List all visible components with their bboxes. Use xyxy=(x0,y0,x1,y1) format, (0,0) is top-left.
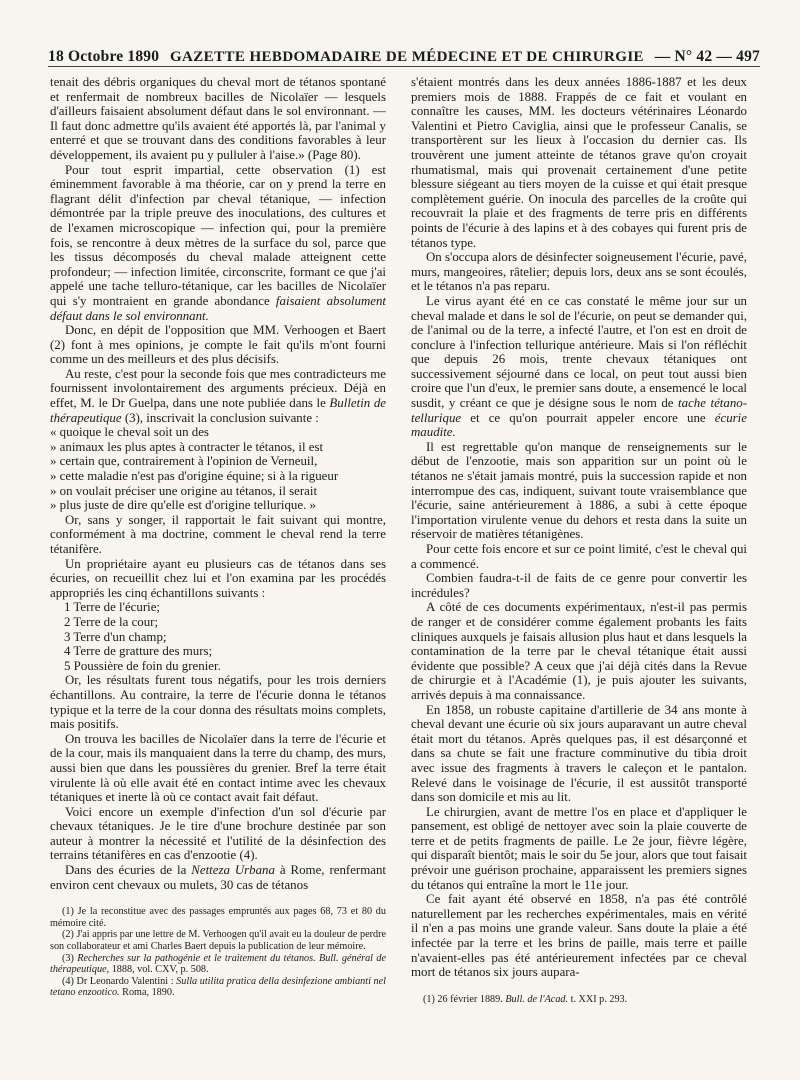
footnote-4: (4) Dr Leonardo Valentini : Sulla utilita pratica della desinfezione ambianti nel tetano enzootico. Roma, 1890. xyxy=(50,975,386,999)
right-paragraph-1: s'étaient montrés dans les deux années 1886-1887 et les deux premiers mois de 1888. Frappés de ce fait et voulant en connaître les causes, MM. les docteurs vétérinaires Léonardo Valentini et Pietro Caviglia, ainsi que le professeur Canalis, se transportèrent sur les lieux à l'occasion du dernier cas. Ils trouvèrent une jument atteinte de tétanos grave qu'on croyait rhumatismal, mais qui provenait certainement d'une petite blessure siégeant au tiers moyen de la cuisse et qui était presque complètement guérie. On inocula des parcelles de la croûte qui recouvrait la plaie et des fragments de terre pris en différents points de l'écurie à des lapins et à des cobayes qui furent pris de tétanos type. xyxy=(411,75,747,250)
right-paragraph-6: Combien faudra-t-il de faits de ce genre pour convertir les incrédules? xyxy=(411,571,747,600)
left-paragraph-3: Donc, en dépit de l'opposition que MM. Verhoogen et Baert (2) font à mes opinions, je compte le fait qu'ils m'ont fourni comme un des meilleurs et des plus décisifs. xyxy=(50,323,386,367)
left-footnotes xyxy=(50,906,386,999)
header-title: GAZETTE HEBDOMADAIRE DE MÉDECINE ET DE CHIRURGIE xyxy=(169,49,644,65)
left-paragraph-10: Dans des écuries de la Netteza Urbana à Rome, renfermant environ cent chevaux ou mulets, 30 cas de tétanos xyxy=(50,863,386,892)
list-item: 1 Terre de l'écurie; xyxy=(64,600,161,615)
right-paragraph-7: A côté de ces documents expérimentaux, n'est-il pas permis de ranger et de considérer comme également probants les faits cliniques auxquels je faisais allusion plus haut et dans lesquels la contamination de la terre par le cheval tétanique était aussi évidente que possible? A ceux que j'ai déjà cités dans la Revue de chirurgie et à l'Académie (1), je puis ajouter les suivants, arrivés depuis à ma connaissance. xyxy=(411,600,747,702)
left-paragraph-5: Or, sans y songer, il rapportait le fait suivant qui montre, conformément à ma doctrine, comment le cheval rend la terre tétanifère. xyxy=(50,512,386,556)
left-paragraph-7: Or, les résultats furent tous négatifs, pour les trois derniers échantillons. Au contraire, la terre de l'écurie donna le tétanos typique et la terre de la cour donna des résultats moins complets, mais positifs. xyxy=(50,673,386,732)
left-paragraph-9: Voici encore un exemple d'infection d'un sol d'écurie par chevaux tétaniques. Je le tire d'une brochure destinée par son auteur à montrer la nécessité et l'utilité de la désinfection des terrains tétanifères en cas d'enzootie (4). xyxy=(50,804,386,863)
right-paragraph-2: On s'occupa alors de désinfecter soigneusement l'écurie, pavé, murs, mangeoires, râtelier; depuis lors, deux ans se sont écoulés, et le tétanos n'a pas reparu. xyxy=(411,250,747,294)
left-paragraph-6: Un propriétaire ayant eu plusieurs cas de tétanos dans ses écuries, on recueillit chez lui et l'on examina par les procédés appropriés les cinq échantillons suivants : xyxy=(50,556,386,600)
list-item: 4 Terre de gratture des murs; xyxy=(64,644,213,659)
footnote-2: (2) J'ai appris par une lettre de M. Verhoogen qu'il avait eu la douleur de perdre son collaborateur et ami Charles Baert depuis la publication de leur mémoire. xyxy=(50,929,386,953)
sample-list xyxy=(50,600,386,673)
guelpa-quotation: « quoique le cheval soit un des » animaux les plus aptes à contracter le tétanos, il est » certain que, contrairement à l'opinion de Verneuil, » cette maladie n'est pas d'origine équine; si à la rigueur » on voulait préciser une origine au tétanos, il serait » plus juste de dire qu'elle est d'origine tellurique. » xyxy=(50,425,339,513)
right-paragraph-8: En 1858, un robuste capitaine d'artillerie de 34 ans monte à cheval devant une écurie où six jours auparavant un autre cheval était mort du tétanos. Après quelques pas, il est désarçonné et dans sa chute se fait une fracture comminutive du tibia droit avec issue des fragments à travers le caleçon et le pantalon. Relevé dans le voisinage de l'écurie, il est aussitôt transporté dans son domicile et mis au lit. xyxy=(411,702,747,805)
right-paragraph-9: Le chirurgien, avant de mettre l'os en place et d'appliquer le pansement, est obligé de nettoyer avec soin la plaie couverte de terre et de petits fragments de paille. Le 2e jour, fièvre légère, qui disparaît bientôt; mais le soir du 5e jour, alors que tout faisait prévoir une guérison prochaine, apparaissent les premiers signes du tétanos qui entraîne la mort le 11e jour. xyxy=(411,804,747,892)
right-column xyxy=(411,75,747,1065)
running-header xyxy=(48,40,760,67)
right-paragraph-4: Il est regrettable qu'on manque de renseignements sur le début de l'enzootie, mais son apparition sur un point où le tétanos ne s'était jamais montré, puis la succession rapide et non interrompue des cas, indiquent, suivant toute vraisemblance que l'écurie, saine antérieurement à 1886, a subi à cette époque l'importation virulente venue du dehors et resta dans la suite un réservoir de matières tétanigènes. xyxy=(411,439,747,542)
list-item: 5 Poussière de foin du grenier. xyxy=(64,658,221,673)
footnote-right-1: (1) 26 février 1889. Bull. de l'Acad. t. XXI p. 293. xyxy=(423,993,628,1005)
right-paragraph-10: Ce fait ayant été observé en 1858, n'a pas été contrôlé naturellement par les recherches expérimentales, mais en vérité il n'en a pas moins une grande valeur. Sans doute la plaie a été infectée par la terre et les brins de paille, mais terre et paille n'avaient-elles pas été antérieurement infectées par ce cheval mort de tétanos six jours aupara- xyxy=(411,892,747,980)
list-item: 3 Terre d'un champ; xyxy=(64,629,167,644)
right-footnotes xyxy=(411,994,747,1006)
footnote-1: (1) Je la reconstitue avec des passages empruntés aux pages 68, 73 et 80 du mémoire cité. xyxy=(50,906,386,929)
left-column xyxy=(50,75,386,1065)
header-date: 18 Octobre 1890 xyxy=(48,48,160,65)
left-paragraph-4: Au reste, c'est pour la seconde fois que mes contradicteurs me fournissent involontairement des arguments précieux. Déjà en effet, M. le Dr Guelpa, dans une note publiée dans le Bulletin de thérapeutique (3), inscrivait la conclusion suivante : xyxy=(50,366,386,425)
right-paragraph-5: Pour cette fois encore et sur ce point limité, c'est le cheval qui a commencé. xyxy=(411,542,747,571)
left-paragraph-8: On trouva les bacilles de Nicolaïer dans la terre de l'écurie et de la cour, mais ils manquaient dans la terre du champ, des murs, aussi bien que dans les poussières du grenier. Bref la terre était virulente là où elle avait été en contact intime avec les chevaux tétaniques et inerte là où ce contact avait fait défaut. xyxy=(50,731,386,805)
left-paragraph-2: Pour tout esprit impartial, cette observation (1) est éminemment favorable à ma théorie, car on y prend la terre en flagrant délit d'infection par cheval tétanique, — infection démontrée par la triple preuve des inoculations, des cultures et de l'examen microscopique — infection qui, pour la première fois, se rencontre à deux mètres de la surface du sol, parce que les tissus décomposés du cheval malade atteignent cette profondeur; — infection limitée, circonscrite, formant ce que j'ai appelé une tache telluro-tétanique, car les bacilles de Nicolaïer qui s'y montraient en grande abondance faisaient absolument défaut dans le sol environnant. xyxy=(50,162,386,323)
list-item: 2 Terre de la cour; xyxy=(64,614,159,629)
header-issue-page: — N° 42 — 497 xyxy=(654,48,760,65)
right-paragraph-3: Le virus ayant été en ce cas constaté le même jour sur un cheval malade et dans le sol de l'écurie, on peut se demander qui, de l'animal ou de la terre, a infecté l'autre, et l'on est en droit de conclure à l'infection tellurique antérieure. Mais si l'on réfléchit que depuis 26 mois, trente chevaux tétaniques ont successivement séjourné dans ce local, on peut tout aussi bien croire que l'un d'eux, le premier sans doute, a ensemencé le local susdit, y créant ce que je désigne sous le nom de tache tétano-tellurique et ce qu'on pourrait appeler encore une écurie maudite. xyxy=(411,293,747,440)
left-paragraph-1: tenait des débris organiques du cheval mort de tétanos spontané et renfermait de nombreux bacilles de Nicolaïer — lesquels d'ailleurs faisaient absolument défaut dans le sol environnant. — Il faut donc admettre qu'ils avaient été apportés là, par l'animal y enterré et que se trouvant dans des conditions favorables à leur développement, ils avaient pu y pulluler à l'aise.» (Page 80). xyxy=(50,75,386,162)
footnote-3: (3) Recherches sur la pathogénie et le traitement du tétanos. Bull. général de thérapeutique, 1888, vol. CXV, p. 508. xyxy=(50,952,386,976)
